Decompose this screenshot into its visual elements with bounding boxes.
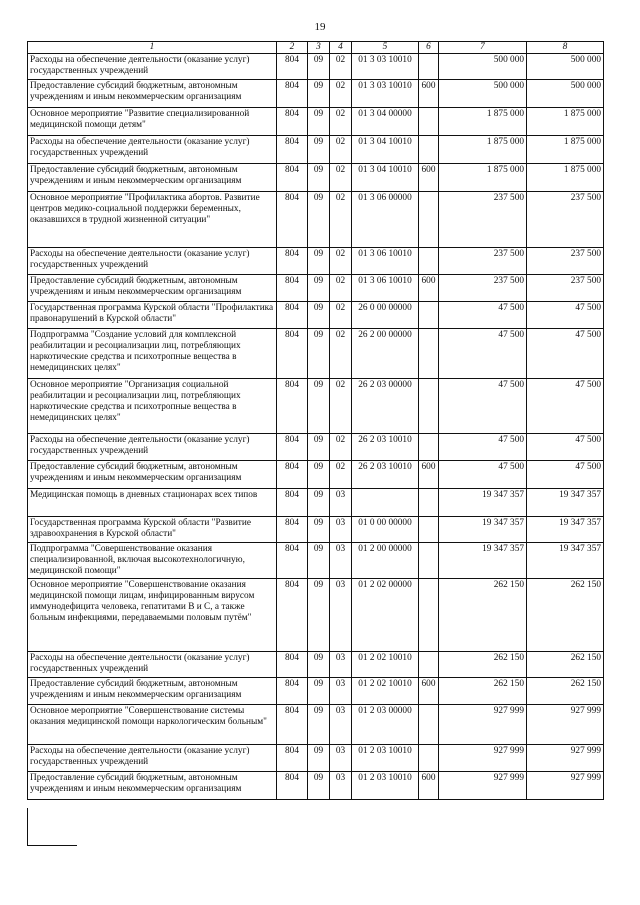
cell-code-admin: 804 <box>277 107 308 135</box>
cell-amount-year1: 19 347 357 <box>439 542 527 578</box>
cell-amount-year1: 927 999 <box>439 744 527 771</box>
cell-amount-year2: 927 999 <box>527 771 604 799</box>
table-row <box>28 163 604 191</box>
column-header: 6 <box>419 42 439 54</box>
cell-code-admin: 804 <box>277 744 308 771</box>
cell-name: Предоставление субсидий бюджетным, автономным учреждениям и иным некоммерческим организациям <box>28 771 277 799</box>
cell-code-subsection: 02 <box>330 247 352 274</box>
cell-code-expense-type <box>419 191 439 247</box>
cell-code-admin: 804 <box>277 771 308 799</box>
cell-code-expense-type: 600 <box>419 771 439 799</box>
column-header: 3 <box>308 42 330 54</box>
cell-code-admin: 804 <box>277 704 308 744</box>
cell-code-section: 09 <box>308 247 330 274</box>
cell-amount-year2: 927 999 <box>527 744 604 771</box>
cell-code-admin: 804 <box>277 163 308 191</box>
cell-code-section: 09 <box>308 677 330 704</box>
cell-code-section: 09 <box>308 301 330 328</box>
cell-name: Предоставление субсидий бюджетным, автономным учреждениям и иным некоммерческим организациям <box>28 79 277 107</box>
cell-code-target: 01 2 00 00000 <box>352 542 419 578</box>
cell-code-admin: 804 <box>277 433 308 460</box>
cell-amount-year1: 927 999 <box>439 704 527 744</box>
cell-code-expense-type <box>419 578 439 651</box>
cell-code-expense-type: 600 <box>419 677 439 704</box>
cell-code-subsection: 02 <box>330 274 352 301</box>
cell-code-subsection: 02 <box>330 191 352 247</box>
table-row <box>28 578 604 651</box>
cell-code-section: 09 <box>308 378 330 433</box>
table-row <box>28 651 604 677</box>
table-row <box>28 542 604 578</box>
cell-code-admin: 804 <box>277 578 308 651</box>
cell-amount-year1: 19 347 357 <box>439 516 527 542</box>
left-rule-line <box>27 808 28 846</box>
cell-amount-year2: 19 347 357 <box>527 488 604 516</box>
cell-amount-year2: 262 150 <box>527 677 604 704</box>
table-row <box>28 135 604 163</box>
cell-code-expense-type <box>419 744 439 771</box>
cell-code-section: 09 <box>308 542 330 578</box>
cell-code-target: 01 3 03 10010 <box>352 53 419 79</box>
cell-code-section: 09 <box>308 433 330 460</box>
column-header: 7 <box>439 42 527 54</box>
cell-amount-year2: 19 347 357 <box>527 542 604 578</box>
cell-code-target: 01 3 03 10010 <box>352 79 419 107</box>
cell-name: Расходы на обеспечение деятельности (оказание услуг) государственных учреждений <box>28 651 277 677</box>
cell-code-subsection: 02 <box>330 135 352 163</box>
cell-code-expense-type: 600 <box>419 460 439 488</box>
cell-code-admin: 804 <box>277 53 308 79</box>
cell-code-target: 01 2 02 00000 <box>352 578 419 651</box>
cell-amount-year1: 47 500 <box>439 433 527 460</box>
cell-code-subsection: 03 <box>330 651 352 677</box>
cell-amount-year1: 1 875 000 <box>439 107 527 135</box>
cell-name: Государственная программа Курской области "Профилактика правонарушений в Курской области" <box>28 301 277 328</box>
cell-code-subsection: 03 <box>330 744 352 771</box>
cell-code-subsection: 03 <box>330 771 352 799</box>
cell-amount-year1: 47 500 <box>439 328 527 378</box>
cell-name: Основное мероприятие "Развитие специализированной медицинской помощи детям" <box>28 107 277 135</box>
cell-name: Основное мероприятие "Профилактика абортов. Развитие центров медико-социальной поддержки беременных, оказавшихся в трудной жизненной ситуации" <box>28 191 277 247</box>
cell-amount-year2: 47 500 <box>527 460 604 488</box>
cell-code-expense-type: 600 <box>419 163 439 191</box>
table-header-row <box>28 42 604 54</box>
cell-code-expense-type <box>419 651 439 677</box>
cell-name: Расходы на обеспечение деятельности (оказание услуг) государственных учреждений <box>28 135 277 163</box>
cell-amount-year2: 262 150 <box>527 651 604 677</box>
cell-code-subsection: 02 <box>330 433 352 460</box>
cell-code-admin: 804 <box>277 328 308 378</box>
cell-amount-year1: 237 500 <box>439 191 527 247</box>
cell-amount-year1: 237 500 <box>439 274 527 301</box>
cell-amount-year2: 1 875 000 <box>527 163 604 191</box>
table-row <box>28 301 604 328</box>
bottom-rule-line <box>27 845 77 846</box>
cell-code-target: 01 2 02 10010 <box>352 651 419 677</box>
cell-code-section: 09 <box>308 516 330 542</box>
cell-code-target: 26 2 03 10010 <box>352 460 419 488</box>
cell-code-target: 26 2 00 00000 <box>352 328 419 378</box>
cell-name: Предоставление субсидий бюджетным, автономным учреждениям и иным некоммерческим организациям <box>28 274 277 301</box>
cell-code-admin: 804 <box>277 651 308 677</box>
cell-code-expense-type <box>419 107 439 135</box>
cell-amount-year2: 237 500 <box>527 247 604 274</box>
cell-name: Подпрограмма "Создание условий для комплексной реабилитации и ресоциализации лиц, потребляющих наркотические средства и психотропные вещества в немедицинских целях" <box>28 328 277 378</box>
cell-code-expense-type <box>419 433 439 460</box>
cell-code-expense-type <box>419 301 439 328</box>
cell-code-expense-type <box>419 328 439 378</box>
column-header: 4 <box>330 42 352 54</box>
cell-code-expense-type <box>419 53 439 79</box>
cell-code-admin: 804 <box>277 460 308 488</box>
cell-amount-year2: 500 000 <box>527 79 604 107</box>
cell-code-section: 09 <box>308 135 330 163</box>
cell-code-subsection: 03 <box>330 542 352 578</box>
cell-name: Расходы на обеспечение деятельности (оказание услуг) государственных учреждений <box>28 53 277 79</box>
cell-amount-year2: 262 150 <box>527 578 604 651</box>
table-row <box>28 677 604 704</box>
table-row <box>28 328 604 378</box>
cell-code-subsection: 03 <box>330 704 352 744</box>
cell-code-expense-type <box>419 247 439 274</box>
cell-code-section: 09 <box>308 771 330 799</box>
cell-code-target: 26 0 00 00000 <box>352 301 419 328</box>
cell-amount-year1: 47 500 <box>439 378 527 433</box>
cell-code-target: 01 3 06 00000 <box>352 191 419 247</box>
cell-code-expense-type <box>419 488 439 516</box>
cell-code-target: 01 3 04 00000 <box>352 107 419 135</box>
cell-amount-year2: 1 875 000 <box>527 135 604 163</box>
table-row <box>28 79 604 107</box>
cell-code-section: 09 <box>308 578 330 651</box>
budget-table <box>27 41 604 800</box>
cell-code-admin: 804 <box>277 79 308 107</box>
table-row <box>28 433 604 460</box>
cell-code-admin: 804 <box>277 516 308 542</box>
cell-code-subsection: 02 <box>330 53 352 79</box>
cell-code-subsection: 02 <box>330 378 352 433</box>
cell-name: Основное мероприятие "Организация социальной реабилитации и ресоциализации лиц, потребляющих наркотические средства и психотропные вещества в немедицинских целях" <box>28 378 277 433</box>
table-row <box>28 378 604 433</box>
cell-code-target: 01 3 04 10010 <box>352 135 419 163</box>
column-header: 2 <box>277 42 308 54</box>
cell-code-subsection: 02 <box>330 328 352 378</box>
cell-name: Предоставление субсидий бюджетным, автономным учреждениям и иным некоммерческим организациям <box>28 163 277 191</box>
column-header: 8 <box>527 42 604 54</box>
cell-code-section: 09 <box>308 704 330 744</box>
cell-code-admin: 804 <box>277 301 308 328</box>
cell-code-expense-type <box>419 135 439 163</box>
cell-code-expense-type <box>419 378 439 433</box>
cell-code-admin: 804 <box>277 488 308 516</box>
cell-code-target: 01 3 06 10010 <box>352 274 419 301</box>
cell-name: Предоставление субсидий бюджетным, автономным учреждениям и иным некоммерческим организациям <box>28 677 277 704</box>
cell-code-section: 09 <box>308 274 330 301</box>
cell-amount-year1: 262 150 <box>439 677 527 704</box>
cell-code-subsection: 02 <box>330 79 352 107</box>
cell-code-subsection: 03 <box>330 516 352 542</box>
table-row <box>28 516 604 542</box>
cell-code-admin: 804 <box>277 247 308 274</box>
table-row <box>28 488 604 516</box>
cell-amount-year2: 1 875 000 <box>527 107 604 135</box>
cell-code-admin: 804 <box>277 677 308 704</box>
cell-code-target: 01 2 03 00000 <box>352 704 419 744</box>
cell-amount-year1: 500 000 <box>439 53 527 79</box>
cell-code-subsection: 02 <box>330 301 352 328</box>
cell-code-section: 09 <box>308 79 330 107</box>
cell-code-section: 09 <box>308 460 330 488</box>
cell-code-subsection: 02 <box>330 107 352 135</box>
cell-code-target: 01 2 03 10010 <box>352 744 419 771</box>
cell-name: Основное мероприятие "Совершенствование системы оказания медицинской помощи наркологическим больным" <box>28 704 277 744</box>
cell-code-expense-type <box>419 704 439 744</box>
cell-code-expense-type <box>419 516 439 542</box>
cell-amount-year1: 262 150 <box>439 578 527 651</box>
cell-amount-year1: 19 347 357 <box>439 488 527 516</box>
table-row <box>28 274 604 301</box>
cell-name: Расходы на обеспечение деятельности (оказание услуг) государственных учреждений <box>28 247 277 274</box>
cell-code-section: 09 <box>308 163 330 191</box>
cell-code-admin: 804 <box>277 191 308 247</box>
table-row <box>28 191 604 247</box>
table-row <box>28 771 604 799</box>
cell-amount-year2: 47 500 <box>527 301 604 328</box>
cell-amount-year2: 237 500 <box>527 274 604 301</box>
cell-amount-year2: 237 500 <box>527 191 604 247</box>
cell-code-admin: 804 <box>277 378 308 433</box>
cell-code-subsection: 03 <box>330 488 352 516</box>
cell-code-section: 09 <box>308 328 330 378</box>
cell-amount-year1: 1 875 000 <box>439 135 527 163</box>
cell-amount-year1: 237 500 <box>439 247 527 274</box>
cell-code-subsection: 03 <box>330 578 352 651</box>
cell-code-expense-type: 600 <box>419 274 439 301</box>
cell-code-target: 01 2 02 10010 <box>352 677 419 704</box>
cell-name: Расходы на обеспечение деятельности (оказание услуг) государственных учреждений <box>28 433 277 460</box>
table-row <box>28 107 604 135</box>
cell-amount-year1: 1 875 000 <box>439 163 527 191</box>
cell-amount-year1: 927 999 <box>439 771 527 799</box>
cell-code-section: 09 <box>308 488 330 516</box>
cell-code-subsection: 03 <box>330 677 352 704</box>
cell-code-section: 09 <box>308 651 330 677</box>
cell-name: Предоставление субсидий бюджетным, автономным учреждениям и иным некоммерческим организациям <box>28 460 277 488</box>
column-header: 1 <box>28 42 277 54</box>
table-row <box>28 53 604 79</box>
cell-name: Государственная программа Курской области "Развитие здравоохранения в Курской области" <box>28 516 277 542</box>
cell-code-target: 01 3 04 10010 <box>352 163 419 191</box>
table-row <box>28 704 604 744</box>
cell-amount-year1: 500 000 <box>439 79 527 107</box>
cell-amount-year2: 500 000 <box>527 53 604 79</box>
cell-code-expense-type <box>419 542 439 578</box>
cell-name: Медицинская помощь в дневных стационарах всех типов <box>28 488 277 516</box>
cell-code-section: 09 <box>308 191 330 247</box>
table-row <box>28 460 604 488</box>
cell-code-section: 09 <box>308 107 330 135</box>
cell-amount-year2: 47 500 <box>527 433 604 460</box>
cell-code-target: 01 2 03 10010 <box>352 771 419 799</box>
cell-amount-year2: 19 347 357 <box>527 516 604 542</box>
cell-code-target: 01 0 00 00000 <box>352 516 419 542</box>
cell-code-target <box>352 488 419 516</box>
cell-code-admin: 804 <box>277 274 308 301</box>
cell-amount-year2: 47 500 <box>527 378 604 433</box>
table-row <box>28 744 604 771</box>
cell-code-section: 09 <box>308 53 330 79</box>
cell-code-admin: 804 <box>277 135 308 163</box>
column-header: 5 <box>352 42 419 54</box>
cell-amount-year1: 262 150 <box>439 651 527 677</box>
cell-code-admin: 804 <box>277 542 308 578</box>
cell-name: Расходы на обеспечение деятельности (оказание услуг) государственных учреждений <box>28 744 277 771</box>
cell-code-target: 26 2 03 10010 <box>352 433 419 460</box>
cell-name: Основное мероприятие "Совершенствование оказания медицинской помощи лицам, инфицированным вирусом иммунодефицита человека, гепатитами В и С, а также больным инфекциями, передаваемыми половым путём" <box>28 578 277 651</box>
table-row <box>28 247 604 274</box>
cell-code-target: 01 3 06 10010 <box>352 247 419 274</box>
cell-code-subsection: 02 <box>330 460 352 488</box>
cell-amount-year2: 927 999 <box>527 704 604 744</box>
cell-code-target: 26 2 03 00000 <box>352 378 419 433</box>
cell-name: Подпрограмма "Совершенствование оказания специализированной, включая высокотехнологичную, медицинской помощи" <box>28 542 277 578</box>
cell-amount-year1: 47 500 <box>439 460 527 488</box>
cell-amount-year2: 47 500 <box>527 328 604 378</box>
cell-amount-year1: 47 500 <box>439 301 527 328</box>
cell-code-section: 09 <box>308 744 330 771</box>
cell-code-expense-type: 600 <box>419 79 439 107</box>
cell-code-subsection: 02 <box>330 163 352 191</box>
page-number: 19 <box>314 21 326 33</box>
